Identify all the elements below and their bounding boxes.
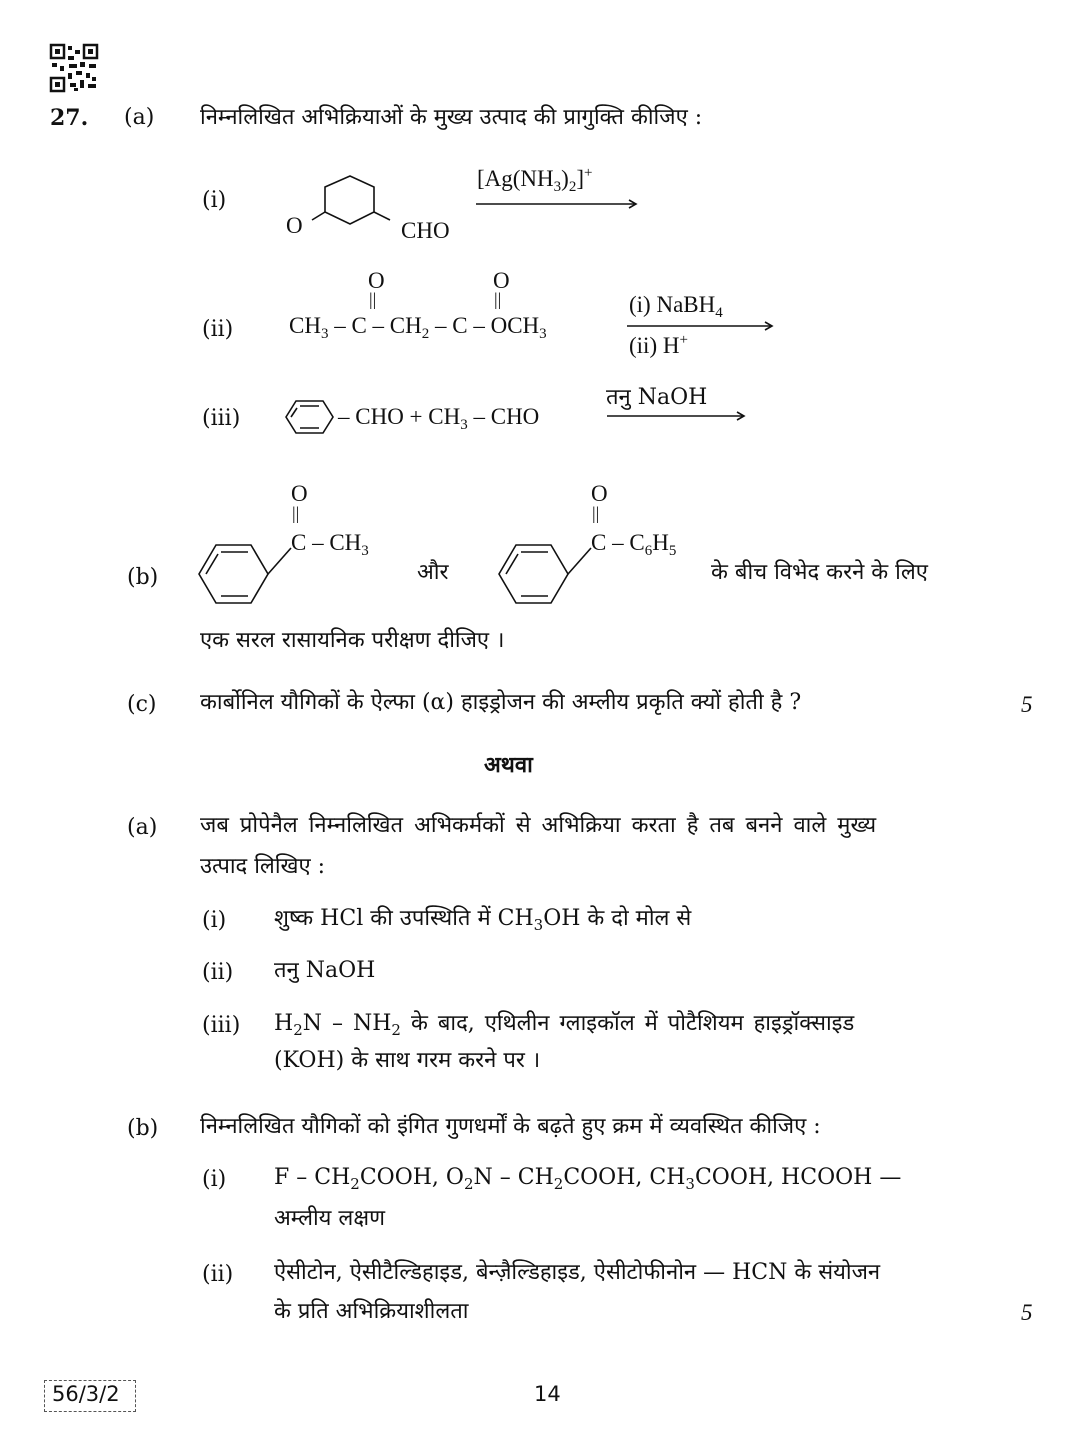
alt-b-item-1-label: (i) [202,1167,227,1192]
double-bond-4: || [592,503,600,523]
reaction-arrow-2 [627,320,777,332]
question-number: 27. [50,105,89,131]
alt-b-item-1-line-1: F – $CH_2COOH$, $O_2N$ – $CH_2COOH$, $CH_3COOH$, HCOOH — [274,1165,902,1193]
part-c-text: कार्बोनिल यौगिकों के ऐल्फा (α) हाइड्रोजन की अम्लीय प्रकृति क्यों होती है ? [200,690,802,715]
alt-a-item-3-line-1: $H_2N - NH_2$ के बाद, एथिलीन ग्लाइकॉल में पोटैशियम हाइड्रॉक्साइड [274,1011,855,1039]
part-b-text-1: के बीच विभेद करने के लिए [711,560,928,585]
ring-oxygen: O [286,213,303,238]
alt-b-label: (b) [127,1116,159,1141]
marks-2: 5 [1021,1300,1033,1325]
qr-code-icon [50,44,98,92]
compound-1-group: C – $CH_3$ [291,530,369,559]
or-heading: अथवा [484,752,533,778]
paper-code: 56/3/2 [52,1382,120,1406]
carbonyl-o-2: O [493,268,510,293]
alt-a-item-3-line-2: (KOH) के साथ गरम करने पर । [274,1048,541,1073]
page-number: 14 [534,1382,561,1406]
part-b-label: (b) [127,565,159,590]
reagent-1: $[Ag(NH_3)_2]^+$ [477,165,593,195]
reagent-2b: (ii) H+ [629,332,688,358]
part-c-label: (c) [127,692,157,717]
reaction-3-formula: – CHO + $CH_3$ – CHO [338,404,540,433]
reaction-2-label: (ii) [202,317,234,342]
alt-b-text: निम्नलिखित यौगिकों को इंगित गुणधर्मों के बढ़ते हुए क्रम में व्यवस्थित कीजिए : [200,1114,821,1139]
alt-a-item-2: तनु NaOH [274,958,376,983]
reaction-3-label: (iii) [202,406,241,431]
benzene-ring-1 [276,398,346,436]
compound-2-oxygen: O [591,481,608,506]
reaction-1-label: (i) [202,188,227,213]
double-bond-3: || [292,503,300,523]
compound-1-oxygen: O [291,481,308,506]
alt-a-item-1: शुष्क HCl की उपस्थिति में $CH_3OH$ के दो मोल से [274,906,692,934]
reaction-arrow-3 [607,410,749,422]
alt-a-text-1: जब प्रोपेनैल निम्नलिखित अभिकर्मकों से अभिक्रिया करता है तब बनने वाले मुख्य [200,813,877,838]
marks-1: 5 [1021,692,1033,717]
alt-a-text-2: उत्पाद लिखिए : [200,854,326,879]
alt-a-label: (a) [127,815,158,840]
aldehyde-group: CHO [401,218,450,243]
alt-b-item-2-line-2: के प्रति अभिक्रियाशीलता [274,1299,469,1324]
double-bond-1: || [369,289,377,309]
reaction-arrow-1 [476,198,641,210]
cyclohexanone-ring [300,172,390,232]
alt-a-item-1-label: (i) [202,908,227,933]
alt-b-item-2-label: (ii) [202,1262,234,1287]
reagent-3: तनु NaOH [606,385,708,410]
reaction-2-formula: $CH_3$ – C – $CH_2$ – C – $OCH_3$ [289,313,547,342]
alt-a-item-3-label: (iii) [202,1013,241,1038]
double-bond-2: || [494,289,502,309]
alt-b-item-1-line-2: अम्लीय लक्षण [274,1206,386,1231]
alt-b-item-2-line-1: ऐसीटोन, ऐसीटैल्डिहाइड, बेन्ज़ैल्डिहाइड, ऐसीटोफीनोन — HCN के संयोजन [274,1260,881,1285]
compound-2-group: C – $C_6H_5$ [591,530,677,559]
alt-a-item-2-label: (ii) [202,960,234,985]
carbonyl-o-1: O [368,268,385,293]
part-b-text-2: एक सरल रासायनिक परीक्षण दीजिए । [200,628,505,653]
conjunction: और [417,560,449,585]
part-a-label: (a) [124,105,155,130]
benzene-ring-2 [196,540,296,610]
part-a-text: निम्नलिखित अभिक्रियाओं के मुख्य उत्पाद की प्रागुक्ति कीजिए : [200,105,703,130]
benzene-ring-3 [496,540,596,610]
reagent-2a: (i) NaBH$_4$ [629,292,723,321]
